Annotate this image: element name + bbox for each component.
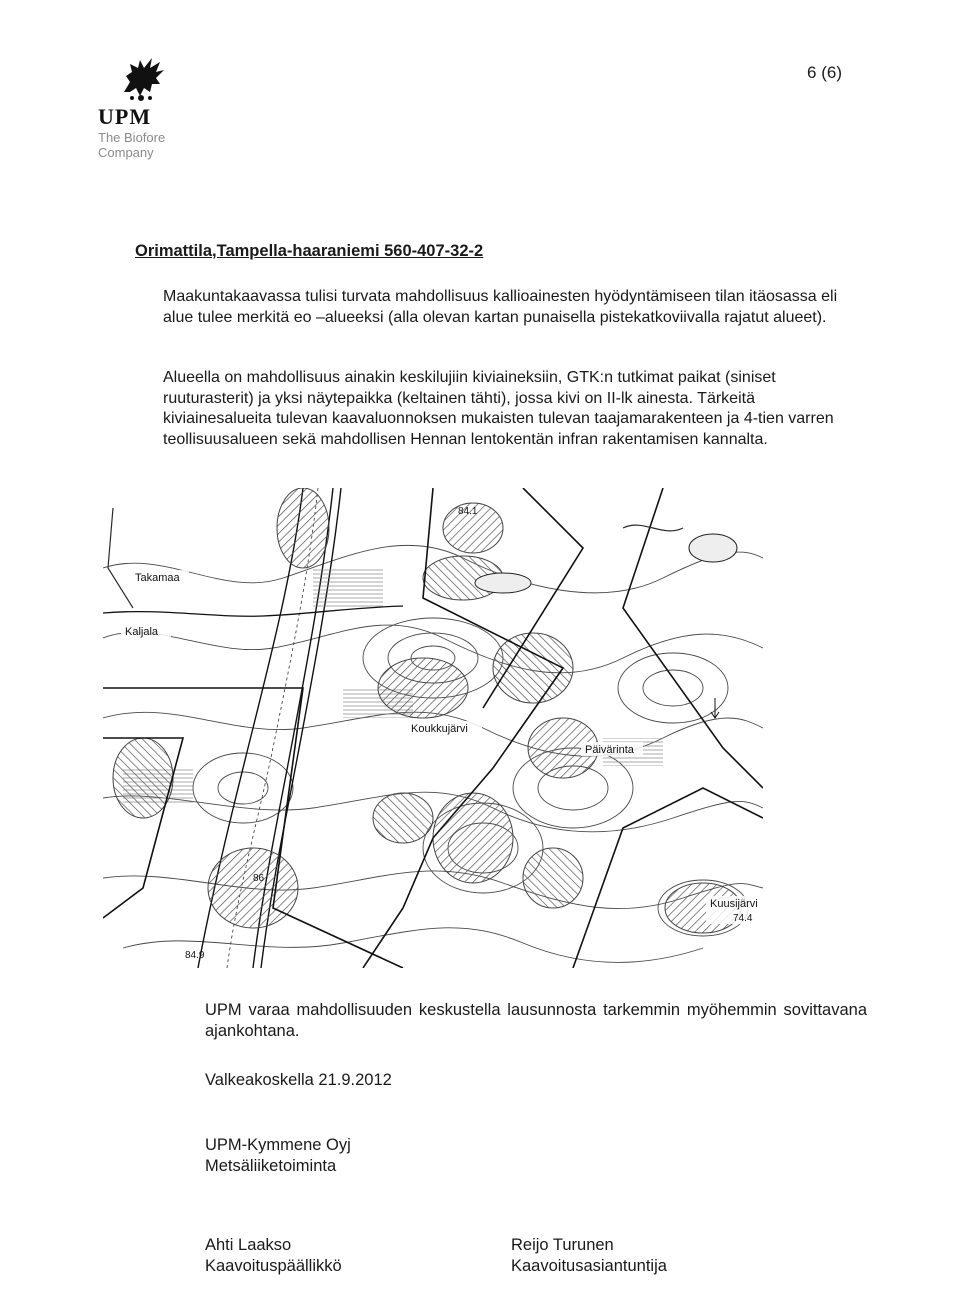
map-elevation-744: 74.4 xyxy=(733,913,753,924)
signer-title: Kaavoitusasiantuntija xyxy=(511,1257,667,1275)
company-name: UPM-Kymmene Oyj xyxy=(205,1136,351,1154)
signature-block-2 xyxy=(511,1235,667,1277)
company-block xyxy=(205,1135,351,1177)
signature-block-1 xyxy=(205,1235,342,1277)
map-elevation-86: 86 xyxy=(253,873,265,884)
map-label-paivarinta: Päivärinta xyxy=(585,744,634,756)
map-label-kaljala: Kaljala xyxy=(125,626,159,638)
page-number: 6 (6) xyxy=(807,63,842,82)
topographic-map xyxy=(103,488,763,968)
signer-name: Ahti Laakso xyxy=(205,1236,292,1254)
paragraph-2: Alueella on mahdollisuus ainakin keskilujiin kiviaineksiin, GTK:n tutkimat paikat (siniset ruuturasterit) ja yksi näytepaikka (keltainen tähti), jossa kivi on II-lk ainesta. Tärkeitä kiviainesalueita tulevan kaavaluonnoksen mukaisten tulevan taajamarakenteen ja 4-tien varren teollisuusalueen sekä mahdollisen Hennan lentokentän infran rakentamisen kannalta. xyxy=(163,369,834,448)
map-label-kuusijarvi: Kuusijärvi xyxy=(710,898,758,910)
signer-title: Kaavoituspäällikkö xyxy=(205,1257,342,1275)
section-heading: Orimattila,Tampella-haaraniemi 560-407-32-2 xyxy=(135,242,484,260)
upm-logo xyxy=(98,52,208,160)
closing-paragraph: UPM varaa mahdollisuuden keskustella lausunnosta tarkemmin myöhemmin sovittavana ajankohtana. xyxy=(205,1001,867,1040)
map-elevation-841: 84.1 xyxy=(458,506,478,517)
paragraph-1: Maakuntakaavassa tulisi turvata mahdollisuus kallioainesten hyödyntämiseen tilan itäosassa eli alue tulee merkitä eo –alueeksi (alla olevan kartan punaisella pistekatkoviivalla rajatut alueet). xyxy=(163,288,838,326)
map-label-takamaa: Takamaa xyxy=(135,572,180,584)
logo-tagline-2: Company xyxy=(98,145,154,160)
logo-wordmark: UPM xyxy=(98,104,152,129)
logo-tagline-1: The Biofore xyxy=(98,130,166,145)
griffin-icon xyxy=(110,52,172,104)
company-division: Metsäliiketoiminta xyxy=(205,1157,337,1175)
map-label-koukkujarvi: Koukkujärvi xyxy=(411,723,468,735)
signer-name: Reijo Turunen xyxy=(511,1236,614,1254)
map-elevation-849: 84.9 xyxy=(185,950,205,961)
place-date: Valkeakoskella 21.9.2012 xyxy=(205,1071,392,1089)
